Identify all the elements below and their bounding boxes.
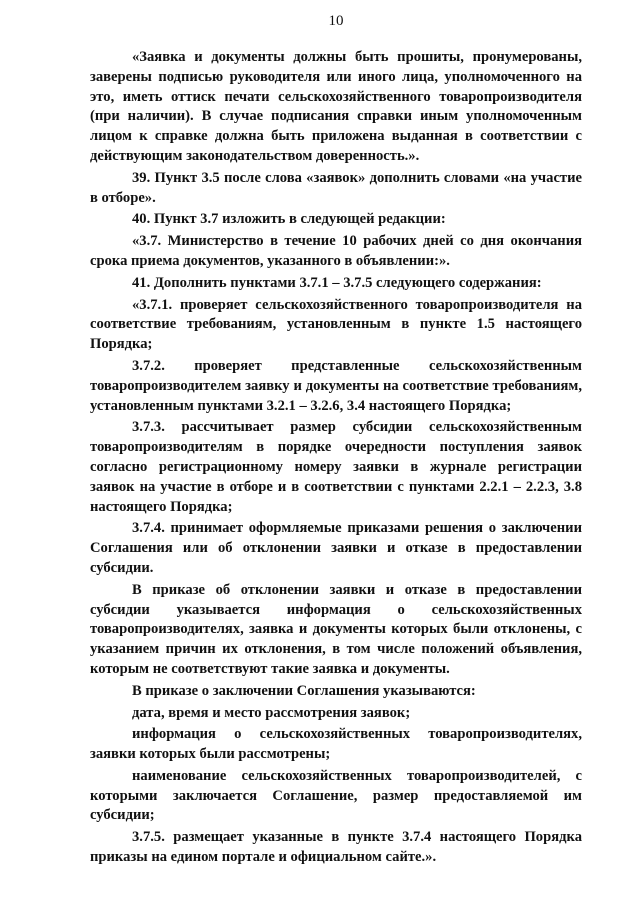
paragraph-3-7-5: 3.7.5. размещает указанные в пункте 3.7.4 настоящего Порядка приказы на едином портале и официальном сайте.». [90,829,582,866]
paragraph-rejection-order: В приказе об отклонении заявки и отказе в предоставлении субсидии указывается информация о сельскохозяйственных товаропроизводителях, заявка и документы которых были отклонены, с указанием причин их отклонения, в том числе положений объявления, которым не соответствуют такие заявка и документы. [90,581,582,677]
paragraph-39: 39. Пункт 3.5 после слова «заявок» дополнить словами «на участие в отборе». [90,169,582,206]
paragraph-date-time-place: дата, время и место рассмотрения заявок; [132,704,411,721]
paragraph-41: 41. Дополнить пунктами 3.7.1 – 3.7.5 следующего содержания: [132,274,542,291]
paragraph-3-7: «3.7. Министерство в течение 10 рабочих дней со дня окончания срока приема документов, указанного в объявлении:». [90,233,582,269]
paragraph-40: 40. Пункт 3.7 изложить в следующей редакции: [132,211,446,228]
paragraph-3-7-3: 3.7.3. рассчитывает размер субсидии сельскохозяйственным товаропроизводителям в порядке очередности поступления заявок согласно регистрационному номеру заявки в журнале регистрации заявок на участие в отборе и в соответствии с пунктами 2.2.1 – 2.2.3, 3.8 настоящего Порядка; [90,419,582,515]
paragraph-agreement-order: В приказе о заключении Соглашения указываются: [132,682,476,699]
paragraph-3-7-2: 3.7.2. проверяет представленные сельскохозяйственным товаропроизводителем заявку и документы на соответствие требованиям, установленным пунктами 3.2.1 – 3.2.6, 3.4 настоящего Порядка; [90,357,582,414]
paragraph-producers-info: информация о сельскохозяйственных товаропроизводителях, заявки которых были рассмотрены; [90,726,582,763]
page-number: 10 [328,13,344,29]
paragraph-3-7-1: «3.7.1. проверяет сельскохозяйственного товаропроизводителя на соответствие требованиям, установленным в пункте 1.5 настоящего Порядка; [90,296,582,353]
paragraph-3-7-4: 3.7.4. принимает оформляемые приказами решения о заключении Соглашения или об отклонении заявки и отказе в предоставлении субсидии. [90,520,582,576]
paragraph-quote-requirements: «Заявка и документы должны быть прошиты, пронумерованы, заверены подписью руководителя или иного лица, уполномоченного на это, иметь оттиск печати сельскохозяйственного товаропроизводителя (при наличии). В случае подписания справки иным уполномоченным лицом к справке должна быть приложена выданная в соответствии с действующим законодательством доверенность.». [90,49,582,164]
paragraph-producers-names: наименование сельскохозяйственных товаропроизводителей, с которыми заключается Соглашение, размер предоставляемой им субсидии; [90,767,582,824]
document-page [90,10,582,868]
